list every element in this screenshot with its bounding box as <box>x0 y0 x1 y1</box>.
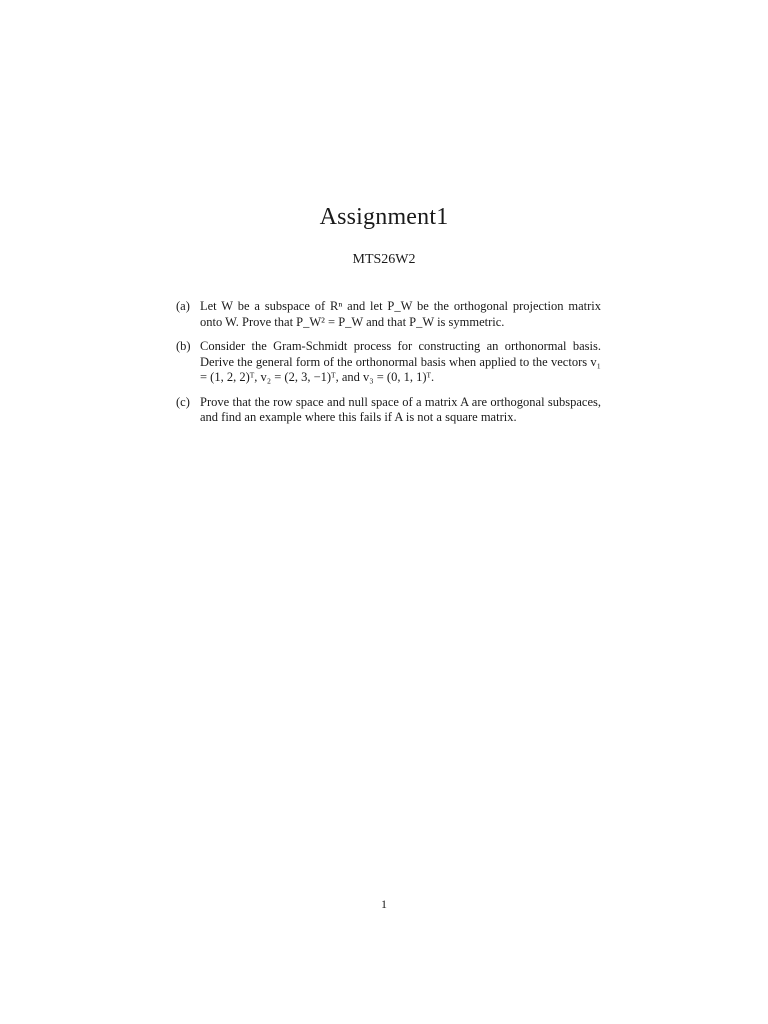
page-title: Assignment1 <box>319 204 449 230</box>
problem-label: (a) <box>176 299 190 313</box>
page-number: 1 <box>381 897 387 911</box>
problem-text: Consider the Gram-Schmidt process for constructing an orthonormal basis. Derive the general form of the orthonormal basis when applied to the vectors v₁ = (1, 2, 2)ᵀ, v₂ = (2, 3, −1)ᵀ, and v₃ = (0, 1, 1)ᵀ. <box>200 339 601 384</box>
problem-list <box>176 299 601 435</box>
problem-label: (c) <box>176 394 190 409</box>
problem-item-a <box>176 299 601 330</box>
problem-label: (b) <box>176 339 191 353</box>
page-subtitle: MTS26W2 <box>352 252 416 267</box>
problem-text: Let W be a subspace of Rⁿ and let P_W be the orthogonal projection matrix onto W. Prove that P_W² = P_W and that P_W is symmetric. <box>200 299 601 329</box>
problem-item-c <box>176 395 601 426</box>
problem-text: Prove that the row space and null space of a matrix A are orthogonal subspaces, and find an example where this fails if A is not a square matrix. <box>200 394 601 424</box>
problem-item-b <box>176 339 601 386</box>
